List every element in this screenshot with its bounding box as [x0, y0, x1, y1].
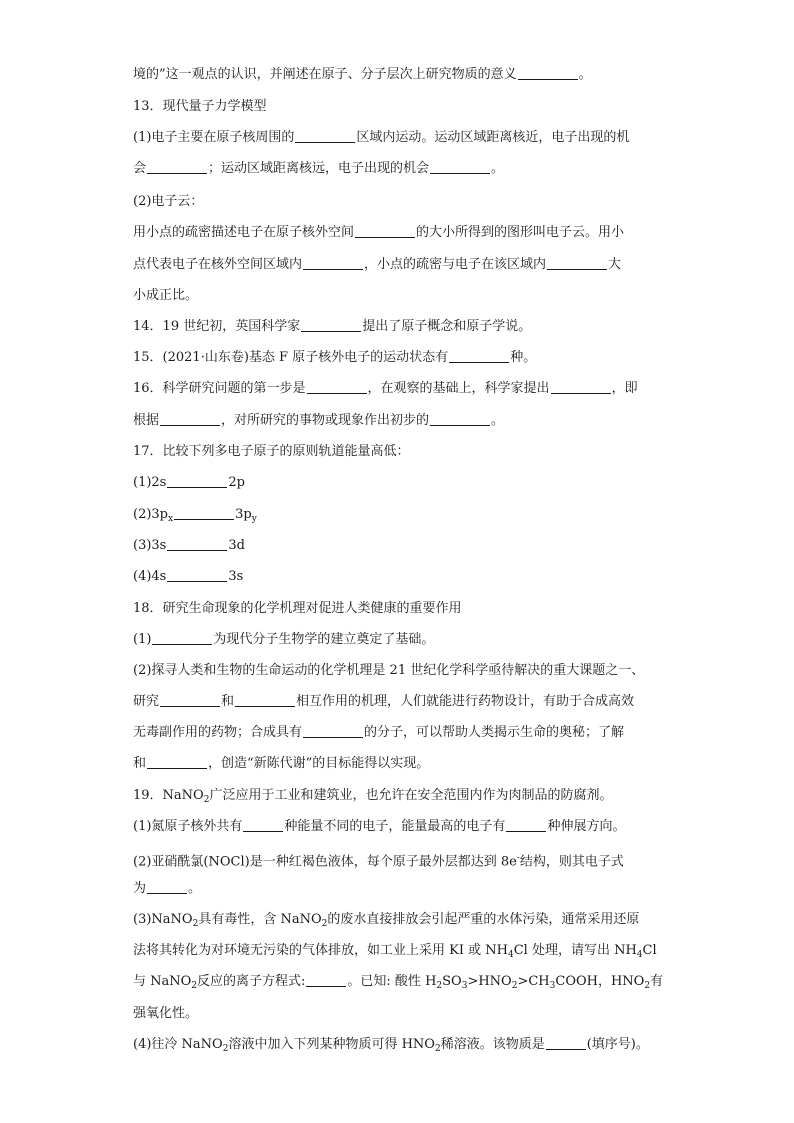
- text: 。: [491, 161, 505, 176]
- text: 17．比较下列多电子原子的原则轨道能量高低：: [133, 444, 410, 459]
- text: 法将其转化为对环境无污染的气体排放，如工业上采用 KI 或 NH: [133, 943, 508, 958]
- answer-blank[interactable]: [506, 818, 546, 832]
- text-line: [133, 880, 663, 898]
- text: 18．研究生命现象的化学机理对促进人类健康的重要作用: [133, 601, 462, 616]
- text: (2)亚硝酰氯(NOCl)是一种红褐色液体，每个原子最外层都达到 8e: [133, 854, 517, 870]
- text-line: [133, 412, 663, 430]
- text: (1): [133, 632, 152, 647]
- subscript: 4: [636, 950, 643, 960]
- text: 小成正比。: [133, 288, 199, 303]
- answer-blank[interactable]: [147, 160, 207, 174]
- subscript: 2: [434, 1044, 441, 1054]
- subscript: 2: [436, 981, 443, 991]
- text: 溶液中加入下列某种物质可得 HNO: [228, 1037, 435, 1052]
- text: (4)往冷 NaNO: [133, 1037, 223, 1052]
- answer-blank[interactable]: [430, 412, 490, 426]
- answer-blank[interactable]: [147, 880, 187, 894]
- text: (3)3s: [133, 538, 167, 553]
- text: 点代表电子在核外空间区域内: [133, 257, 303, 272]
- text-line: [133, 973, 663, 995]
- answer-blank[interactable]: [430, 160, 490, 174]
- text: 种伸展方向。: [547, 819, 626, 834]
- text-line: [133, 911, 663, 933]
- text: 用小点的疏密描述电子在原子核外空间: [133, 225, 355, 240]
- text-line: [133, 1036, 663, 1058]
- text: ，小点的疏密与电子在该区域内: [364, 257, 547, 272]
- text-line: [133, 568, 663, 586]
- text: 的废水直接排放会引起严重的水体污染，通常采用还原: [327, 912, 640, 927]
- text: (1)电子主要在原子核周围的: [133, 130, 295, 145]
- text-line: [133, 818, 663, 836]
- answer-blank[interactable]: [301, 318, 361, 332]
- answer-blank[interactable]: [167, 474, 227, 488]
- text: ，在观察的基础上，科学家提出: [367, 381, 550, 396]
- answer-blank[interactable]: [160, 412, 220, 426]
- text-line: [133, 287, 663, 305]
- text: 反应的离子方程式:: [197, 974, 306, 989]
- answer-blank[interactable]: [174, 506, 234, 520]
- text: 种能量不同的电子，能量最高的电子有: [284, 819, 506, 834]
- answer-blank[interactable]: [547, 256, 607, 270]
- text: 稀溶液。该物质是: [440, 1037, 545, 1052]
- answer-blank[interactable]: [551, 380, 611, 394]
- question-18: [133, 600, 663, 618]
- text-line: [133, 224, 663, 242]
- question-19: [133, 787, 663, 809]
- text: (1)2s: [133, 475, 167, 490]
- text: 和: [133, 756, 147, 771]
- subscript: 2: [222, 1044, 229, 1054]
- text: 研究: [133, 694, 160, 709]
- text: 提出了原子概念和原子学说。: [362, 319, 532, 334]
- text: (2)3p: [133, 507, 169, 522]
- text-line: [133, 849, 663, 871]
- subscript: 2: [191, 981, 198, 991]
- answer-blank[interactable]: [243, 818, 283, 832]
- answer-blank[interactable]: [152, 631, 212, 645]
- subscript: 4: [507, 950, 514, 960]
- text: 广泛应用于工业和建筑业，也允许在安全范围内作为肉制品的防腐剂。: [209, 788, 613, 803]
- question-14: [133, 318, 663, 336]
- text-line: [133, 942, 663, 964]
- text: 和: [221, 694, 235, 709]
- text: 。: [491, 413, 505, 428]
- text: 为: [133, 881, 147, 896]
- answer-blank[interactable]: [167, 568, 227, 582]
- text: Cl 处理，请写出 NH: [513, 943, 637, 958]
- text: (4)4s: [133, 569, 167, 584]
- text: 相互作用的机理，人们就能进行药物设计，有助于合成高效: [296, 694, 635, 709]
- text: (1)氮原子核外共有: [133, 819, 243, 834]
- subscript: 2: [203, 795, 210, 805]
- answer-blank[interactable]: [449, 349, 509, 363]
- text: >CH: [517, 974, 550, 989]
- text: 2p: [228, 475, 245, 490]
- subscript: x: [168, 514, 174, 524]
- text: 根据: [133, 413, 160, 428]
- text: 种。: [510, 350, 537, 365]
- subscript: y: [251, 514, 257, 524]
- text: 有: [650, 974, 664, 989]
- text: 3p: [235, 507, 252, 522]
- text: COOH，HNO: [555, 974, 645, 989]
- question-15: [133, 349, 663, 367]
- text: 。: [188, 881, 202, 896]
- text-line: [133, 66, 663, 84]
- subscript: 3: [549, 981, 556, 991]
- answer-blank[interactable]: [160, 693, 220, 707]
- answer-blank[interactable]: [355, 224, 415, 238]
- subscript: 2: [321, 919, 328, 929]
- text: ；运动区域距离核远，电子出现的机会: [208, 161, 430, 176]
- text: >HNO: [467, 974, 512, 989]
- text: Cl: [642, 943, 657, 958]
- text-line: [133, 755, 663, 773]
- text-line: [133, 160, 663, 178]
- text: 大: [608, 257, 622, 272]
- answer-blank[interactable]: [546, 1036, 586, 1050]
- text: SO: [442, 974, 462, 989]
- text-line: [133, 662, 663, 680]
- text: ，对所研究的事物或现象作出初步的: [221, 413, 430, 428]
- text: 3d: [228, 538, 245, 553]
- text-line: [133, 129, 663, 147]
- text: 。: [578, 67, 592, 82]
- text: 境的”这一观点的认识，并阐述在原子、分子层次上研究物质的意义: [133, 67, 517, 82]
- text-line: [133, 256, 663, 274]
- text: 13．现代量子力学模型: [133, 99, 267, 114]
- text-line: [133, 724, 663, 742]
- text-line: [133, 193, 663, 211]
- answer-blank[interactable]: [235, 693, 295, 707]
- answer-blank[interactable]: [518, 66, 578, 80]
- question-16: [133, 380, 663, 398]
- text-line: [133, 1005, 663, 1023]
- text: 强氧化性。: [133, 1006, 199, 1021]
- text-line: [133, 693, 663, 711]
- text: 19．NaNO: [133, 788, 204, 803]
- text: ，即: [611, 381, 638, 396]
- answer-blank[interactable]: [307, 380, 367, 394]
- text: 的大小所得到的图形叫电子云。用小: [416, 225, 625, 240]
- answer-blank[interactable]: [167, 537, 227, 551]
- question-17: [133, 443, 663, 461]
- text-line: [133, 631, 663, 649]
- question-13-title: [133, 98, 663, 116]
- answer-blank[interactable]: [147, 755, 207, 769]
- text: 与 NaNO: [133, 974, 192, 989]
- text: 结构，则其电子式: [519, 854, 624, 870]
- text: 16．科学研究问题的第一步是: [133, 381, 306, 396]
- answer-blank[interactable]: [295, 129, 355, 143]
- answer-blank[interactable]: [303, 256, 363, 270]
- text-line: [133, 506, 663, 528]
- answer-blank[interactable]: [306, 973, 346, 987]
- subscript: 2: [511, 981, 518, 991]
- text: 的分子，可以帮助人类揭示生命的奥秘；了解: [364, 725, 625, 740]
- superscript: -: [516, 853, 520, 863]
- subscript: 2: [644, 981, 651, 991]
- answer-blank[interactable]: [303, 724, 363, 738]
- text: ，创造“新陈代谢”的目标能得以实现。: [208, 756, 430, 771]
- text: 具有毒性，含 NaNO: [198, 912, 322, 927]
- text: 15．(2021·山东卷)基态 F 原子核外电子的运动状态有: [133, 350, 449, 365]
- text: 会: [133, 161, 147, 176]
- subscript: 2: [192, 919, 199, 929]
- text: (3)NaNO: [133, 912, 193, 927]
- text: 为现代分子生物学的建立奠定了基础。: [213, 632, 435, 647]
- text: 14．19 世纪初，英国科学家: [133, 319, 301, 334]
- text: 3s: [228, 569, 244, 584]
- text: (2)电子云：: [133, 194, 204, 209]
- text-line: [133, 537, 663, 555]
- text: 无毒副作用的药物；合成具有: [133, 725, 303, 740]
- text-line: [133, 474, 663, 492]
- text: 区域内运动。运动区域距离核近，电子出现的机: [356, 130, 630, 145]
- subscript: 3: [461, 981, 468, 991]
- text: (2)探寻人类和生物的生命运动的化学机理是 21 世纪化学科学亟待解决的重大课题之一、: [133, 663, 645, 678]
- text: (填序号)。: [586, 1037, 649, 1052]
- text: 。已知: 酸性 H: [347, 974, 437, 989]
